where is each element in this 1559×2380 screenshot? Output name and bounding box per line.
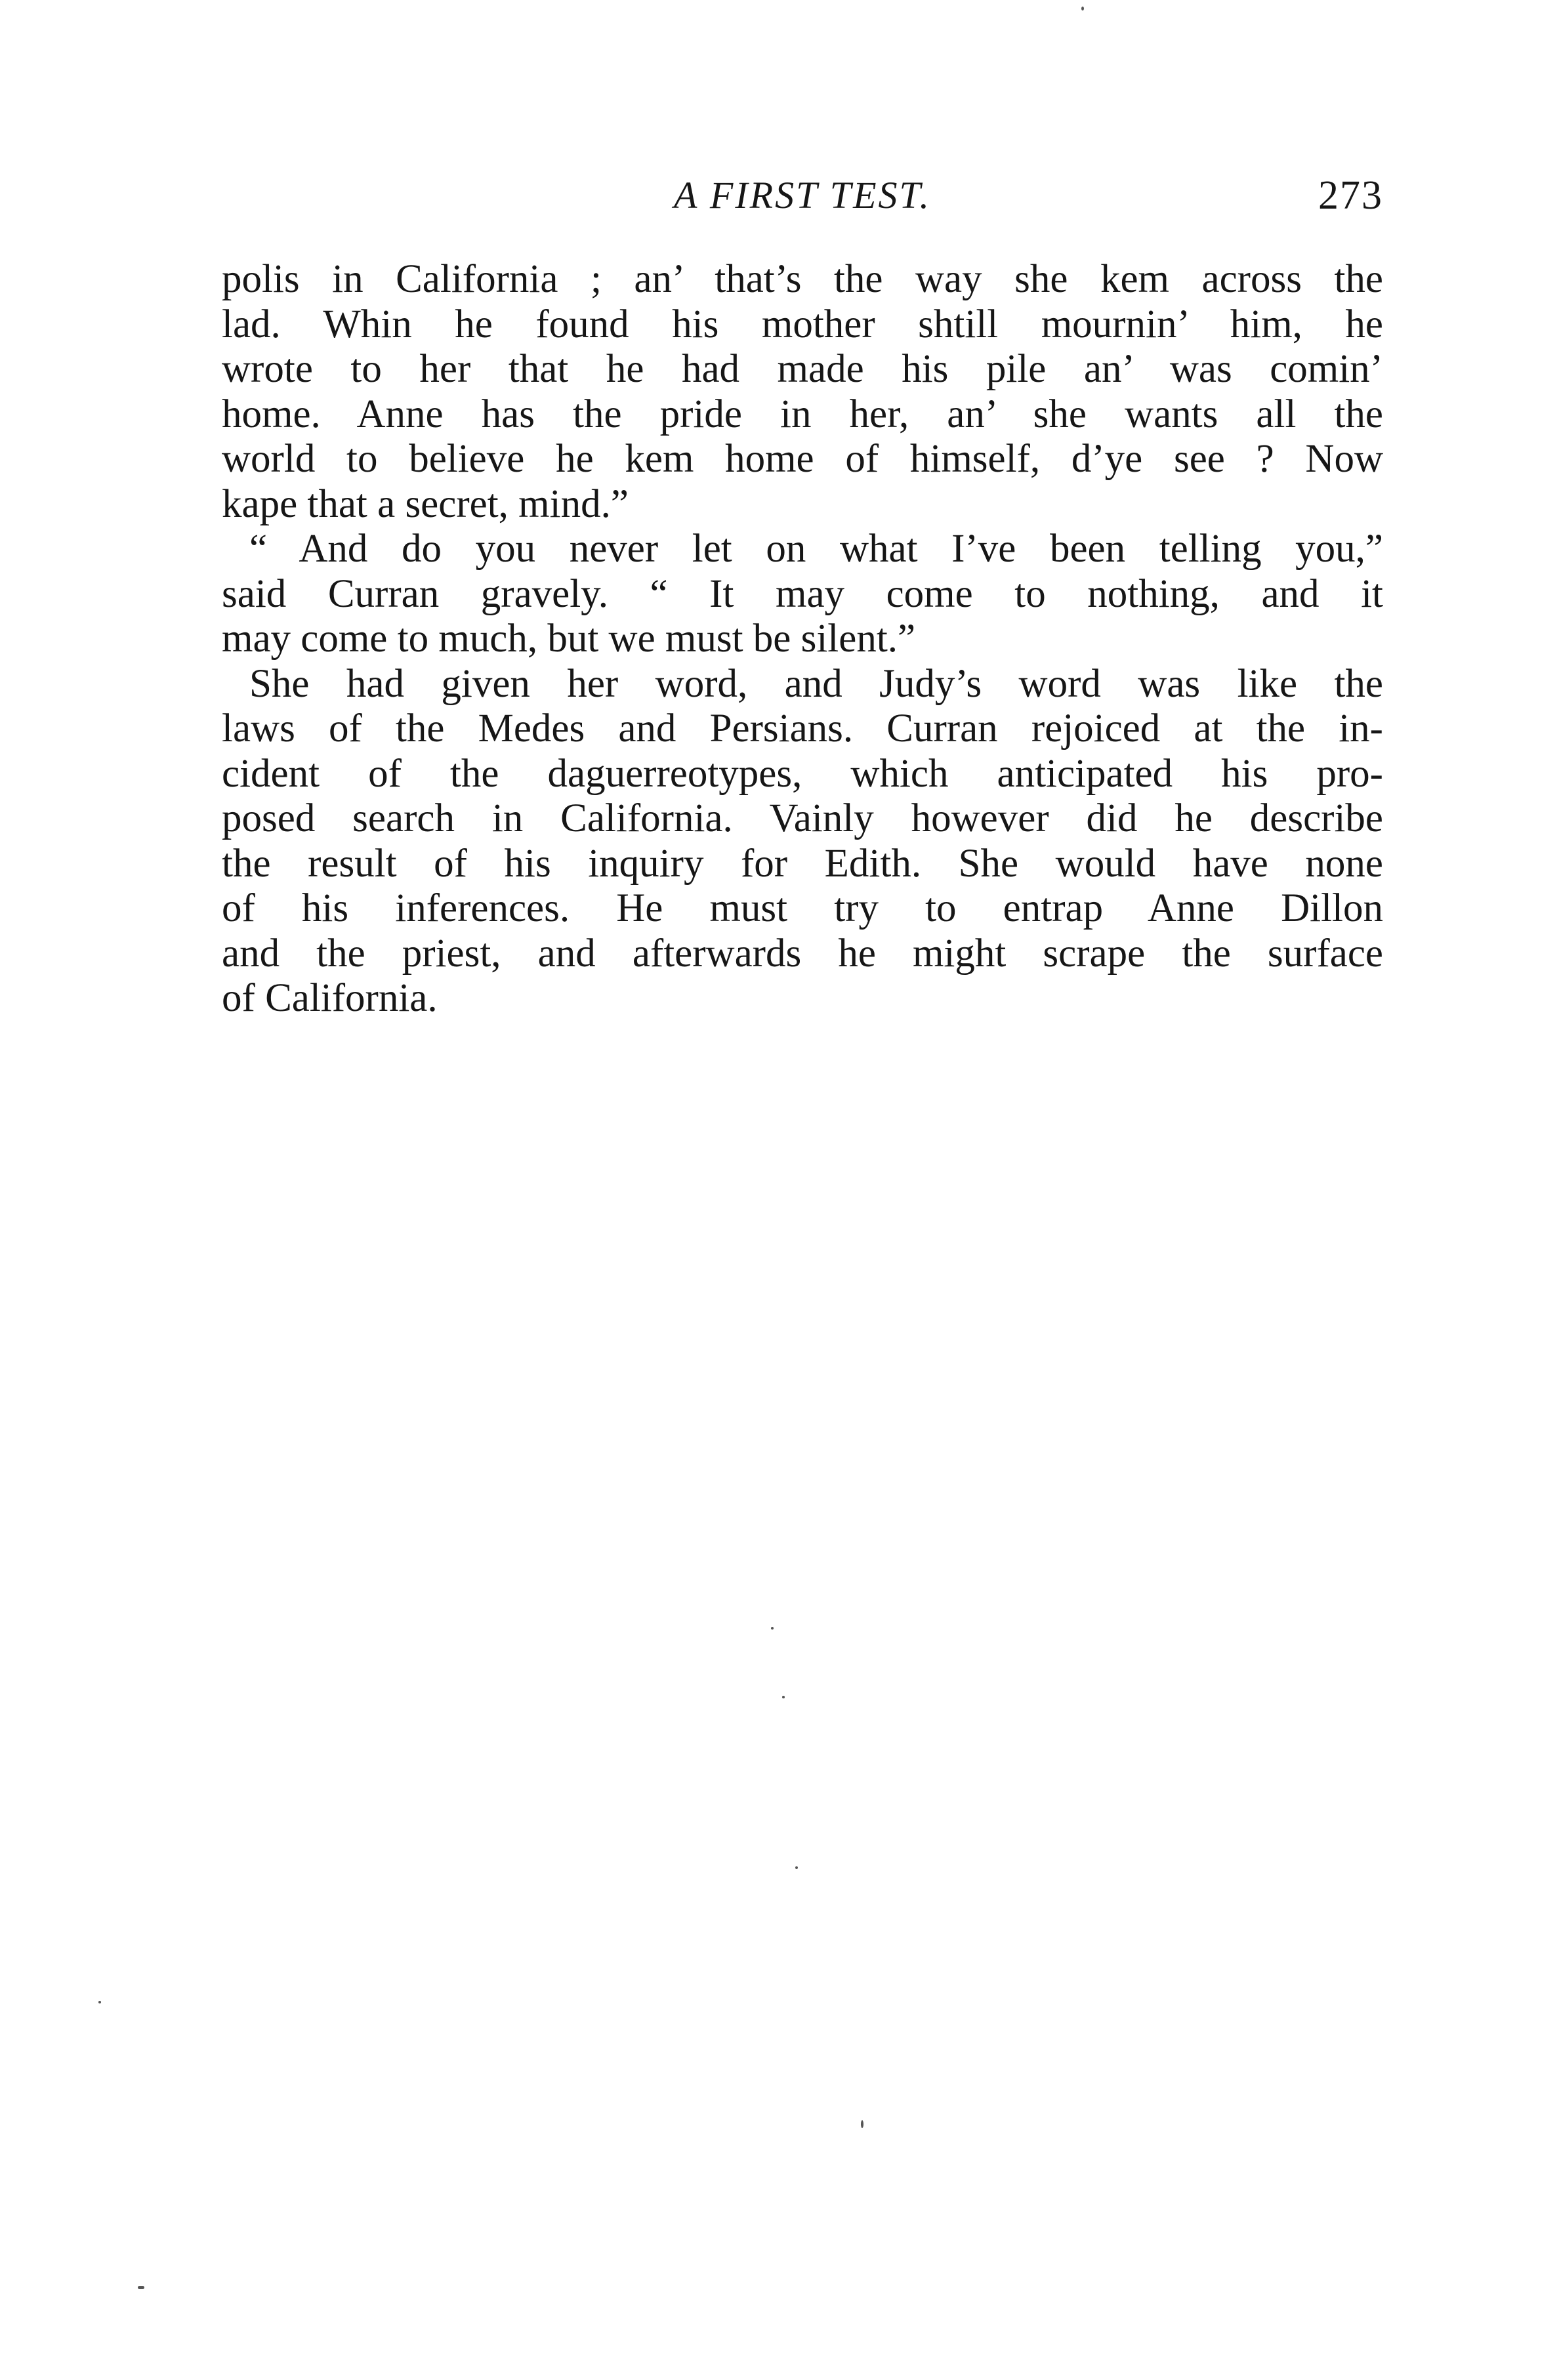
scan-speck: [1081, 7, 1084, 10]
text-line: lad. Whin he found his mother shtill mournin’ him, he: [222, 302, 1383, 346]
text-line: said Curran gravely. “ It may come to nothing, and it: [222, 571, 1383, 616]
scan-speck: [771, 1627, 774, 1630]
text-line: of his inferences. He must try to entrap Anne Dillon: [222, 886, 1383, 930]
page-number: 273: [1318, 173, 1383, 218]
text-line: may come to much, but we must be silent.”: [222, 617, 916, 661]
scan-speck: [861, 2120, 863, 2128]
text-line: laws of the Medes and Persians. Curran rejoiced at the in-: [222, 707, 1383, 750]
body-text: [222, 257, 1383, 1021]
text-line: “ And do you never let on what I’ve been telling you,”: [249, 527, 1383, 571]
text-line: the result of his inquiry for Edith. She would have none: [222, 841, 1383, 886]
text-line: world to believe he kem home of himself, d’ye see ? Now: [222, 437, 1383, 481]
text-line: and the priest, and afterwards he might scrape the surface: [222, 931, 1383, 975]
running-head: [222, 169, 1383, 222]
running-title: A FIRST TEST.: [674, 174, 931, 216]
scan-speck: [782, 1696, 785, 1698]
text-line: of California.: [222, 976, 438, 1020]
text-line: home. Anne has the pride in her, an’ she wants all the: [222, 392, 1383, 436]
scan-speck: [795, 1866, 798, 1869]
text-line: cident of the daguerreotypes, which anticipated his pro-: [222, 751, 1383, 796]
scan-speck: [138, 2286, 144, 2289]
text-line: She had given her word, and Judy’s word was like the: [249, 661, 1383, 706]
text-line: posed search in California. Vainly however did he describe: [222, 796, 1383, 840]
text-line: polis in California ; an’ that’s the way she kem across the: [222, 257, 1383, 301]
text-line: wrote to her that he had made his pile an’ was comin’: [222, 347, 1383, 391]
scan-speck: [98, 2001, 101, 2003]
text-line: kape that a secret, mind.”: [222, 482, 629, 526]
